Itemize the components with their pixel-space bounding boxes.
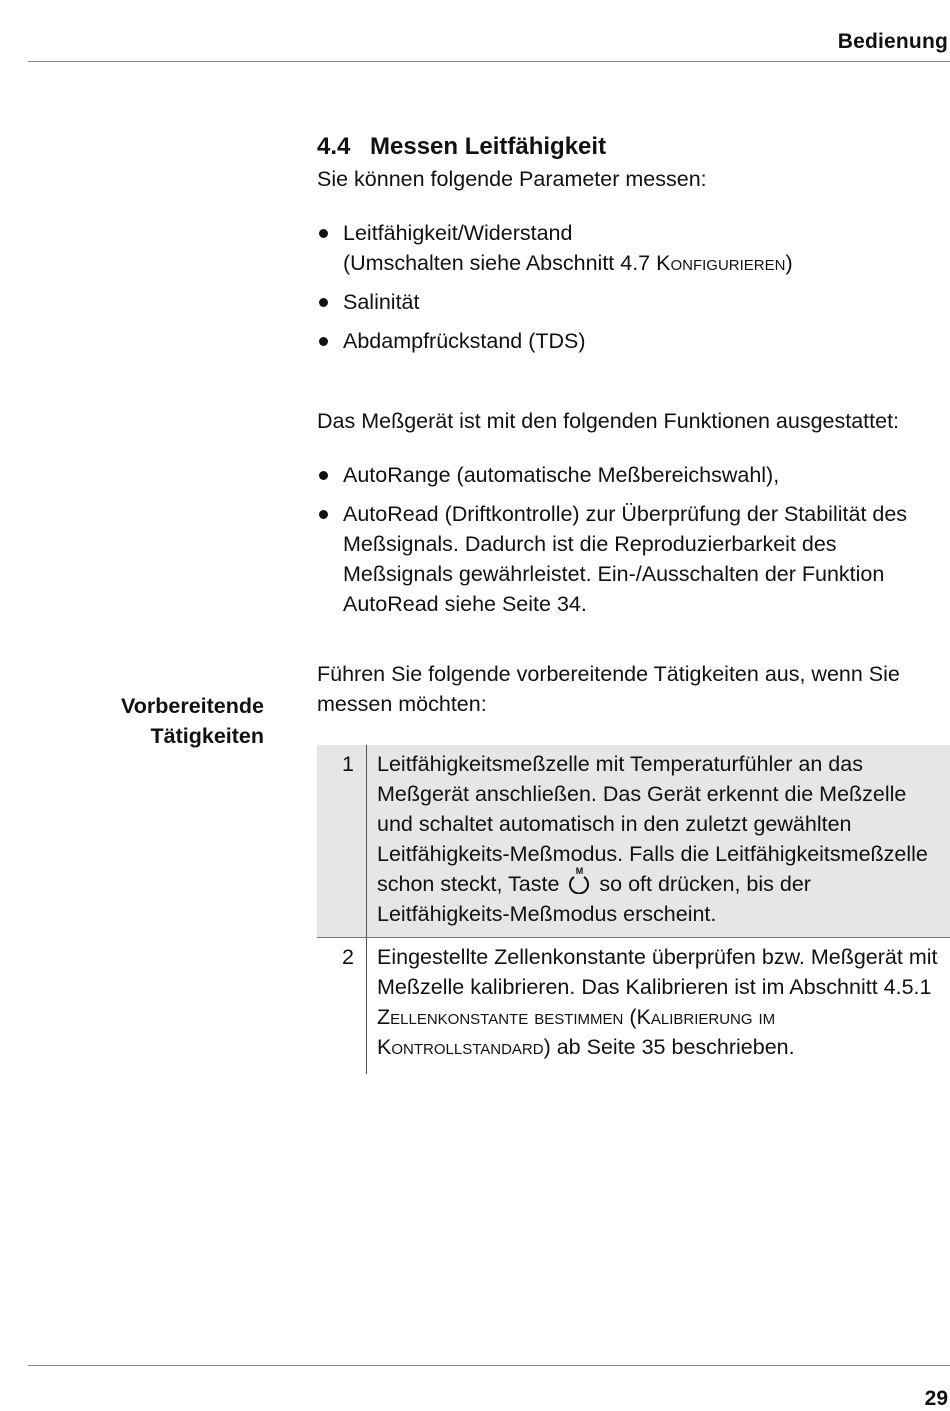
bullet-icon [319, 298, 328, 307]
steps-table [317, 745, 950, 1074]
step-number: 2 [317, 938, 367, 1074]
list-item [317, 499, 950, 619]
list-item [317, 460, 950, 490]
list-item [317, 287, 950, 317]
side-label-line1: Vorbereitende [121, 694, 264, 718]
parameter-list [317, 218, 950, 356]
function-autorange: AutoRange (automatische Meßbereichswahl), [343, 463, 780, 487]
m-key-icon: M [567, 872, 591, 894]
table-row [317, 938, 950, 1074]
header-rule [28, 61, 950, 62]
bullet-icon [319, 510, 328, 519]
parameter-conductivity-note: (Umschalten siehe Abschnitt 4.7 Konfigurieren) [343, 251, 793, 275]
parameters-intro: Sie können folgende Parameter messen: [317, 167, 707, 191]
table-row [317, 745, 950, 938]
footer-rule [28, 1365, 950, 1366]
step-text: Leitfähigkeitsmeßzelle mit Temperaturfühler an das Meßgerät anschließen. Das Gerät erkennt die Meßzelle und schaltet automatisch in den zuletzt gewählten Leitfähigkeits-Meßmodus. Falls die Leitfähigkeitsmeßzelle schon steckt, Taste M so oft drücken, bis der Leitfähigkeits-Meßmodus erscheint. [377, 752, 928, 926]
list-item [317, 218, 950, 278]
functions-intro: Das Meßgerät ist mit den folgenden Funktionen ausgestattet: [317, 409, 900, 433]
step-number: 1 [317, 745, 367, 937]
parameter-salinity: Salinität [343, 290, 420, 314]
function-list [317, 460, 950, 619]
bullet-icon [319, 471, 328, 480]
side-label-preparation [121, 691, 264, 751]
page-number: 29 [924, 1387, 948, 1410]
running-header: Bedienung [837, 30, 948, 53]
section-heading [317, 130, 950, 164]
function-autoread: AutoRead (Driftkontrolle) zur Überprüfung der Stabilität des Meßsignals. Dadurch ist die Reproduzierbarkeit des Meßsignals gewährleistet. Ein-/Ausschalten der Funktion AutoRead siehe Seite 34. [343, 502, 908, 616]
bullet-icon [319, 229, 328, 238]
parameter-tds: Abdampfrückstand (TDS) [343, 329, 586, 353]
main-content [317, 130, 950, 1074]
list-item [317, 326, 950, 356]
parameter-conductivity: Leitfähigkeit/Widerstand [343, 221, 573, 245]
preparation-intro: Führen Sie folgende vorbereitende Tätigkeiten aus, wenn Sie messen möchten: [317, 662, 900, 716]
step-text: Eingestellte Zellenkonstante überprüfen bzw. Meßgerät mit Meßzelle kalibrieren. Das Kalibrieren ist im Abschnitt 4.5.1 Zellenkonstante bestimmen (Kalibrierung im Kontrollstandard) ab Seite 35 beschrieben. [377, 945, 938, 1059]
section-title: Messen Leitfähigkeit [370, 133, 607, 160]
bullet-icon [319, 337, 328, 346]
section-number: 4.4 [317, 133, 351, 160]
side-label-line2: Tätigkeiten [150, 724, 264, 748]
